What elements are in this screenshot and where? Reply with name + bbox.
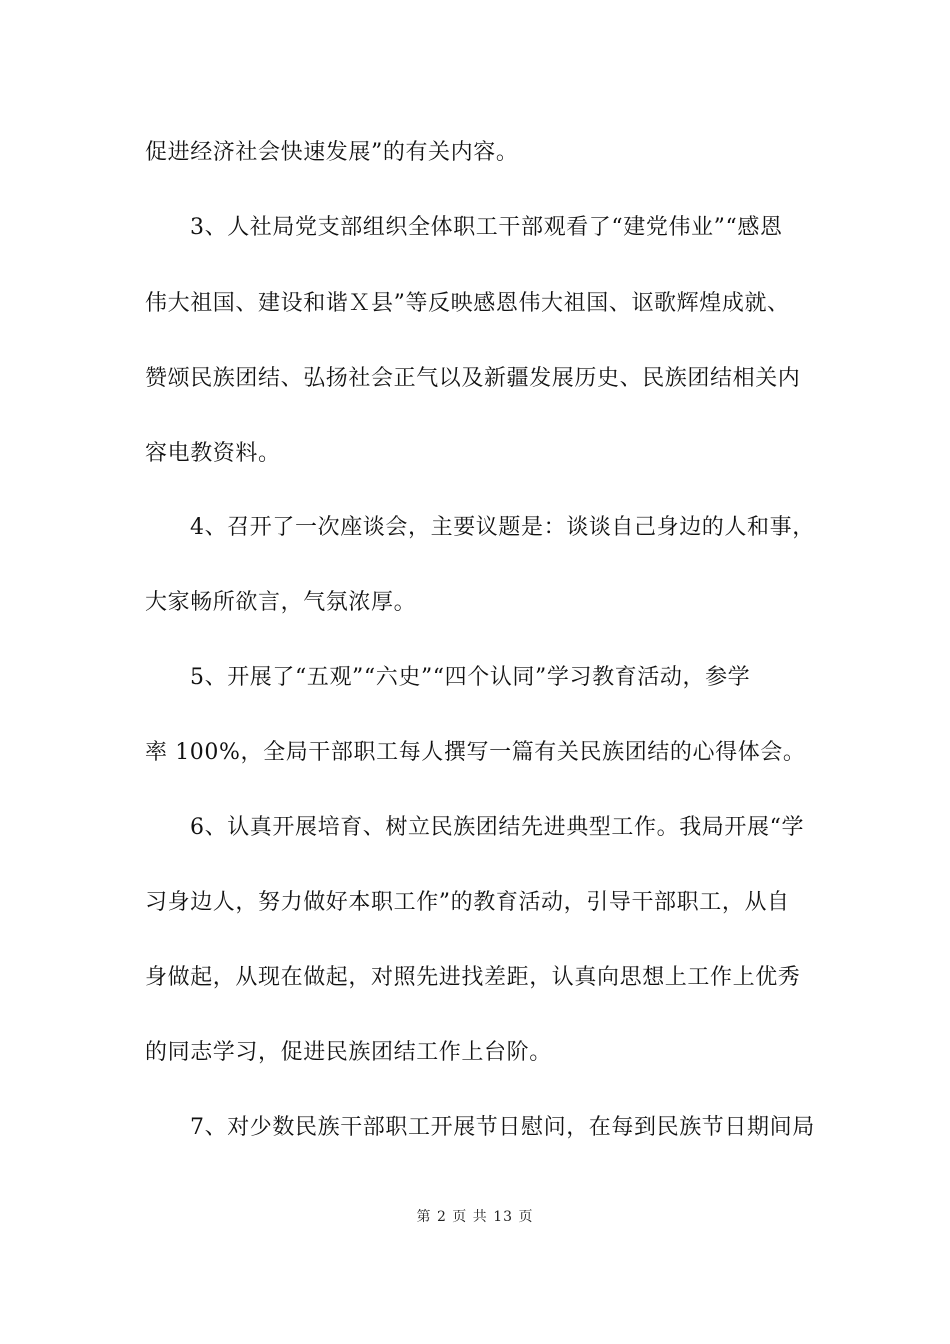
- text-line: 4、召开了一次座谈会，主要议题是：谈谈自己身边的人和事，: [190, 515, 815, 540]
- text-line: 身做起，从现在做起，对照先进找差距，认真向思想上工作上优秀: [145, 965, 801, 990]
- text-line: 6、认真开展培育、树立民族团结先进典型工作。我局开展“学: [190, 815, 805, 840]
- text-line: 大家畅所欲言，气氛浓厚。: [145, 590, 417, 615]
- text-line: 伟大祖国、建设和谐Ｘ县”等反映感恩伟大祖国、讴歌辉煌成就、: [145, 291, 790, 316]
- text-line: 促进经济社会快速发展”的有关内容。: [145, 140, 519, 165]
- text-line: 5、开展了“五观”“六史”“四个认同”学习教育活动，参学: [190, 665, 751, 690]
- text-line: 习身边人，努力做好本职工作”的教育活动，引导干部职工，从自: [145, 890, 790, 915]
- text-line: 3、人社局党支部组织全体职工干部观看了“建党伟业”“感恩: [190, 215, 783, 240]
- text-line: 的同志学习，促进民族团结工作上台阶。: [145, 1040, 552, 1065]
- text-line: 容电教资料。: [145, 441, 281, 466]
- text-line: 率 100%，全局干部职工每人撰写一篇有关民族团结的心得体会。: [145, 740, 806, 765]
- text-line: 赞颂民族团结、弘扬社会正气以及新疆发展历史、民族团结相关内: [145, 366, 801, 391]
- page-number-footer: 第 2 页 共 13 页: [416, 1209, 534, 1225]
- text-line: 7、对少数民族干部职工开展节日慰问，在每到民族节日期间局: [190, 1115, 815, 1140]
